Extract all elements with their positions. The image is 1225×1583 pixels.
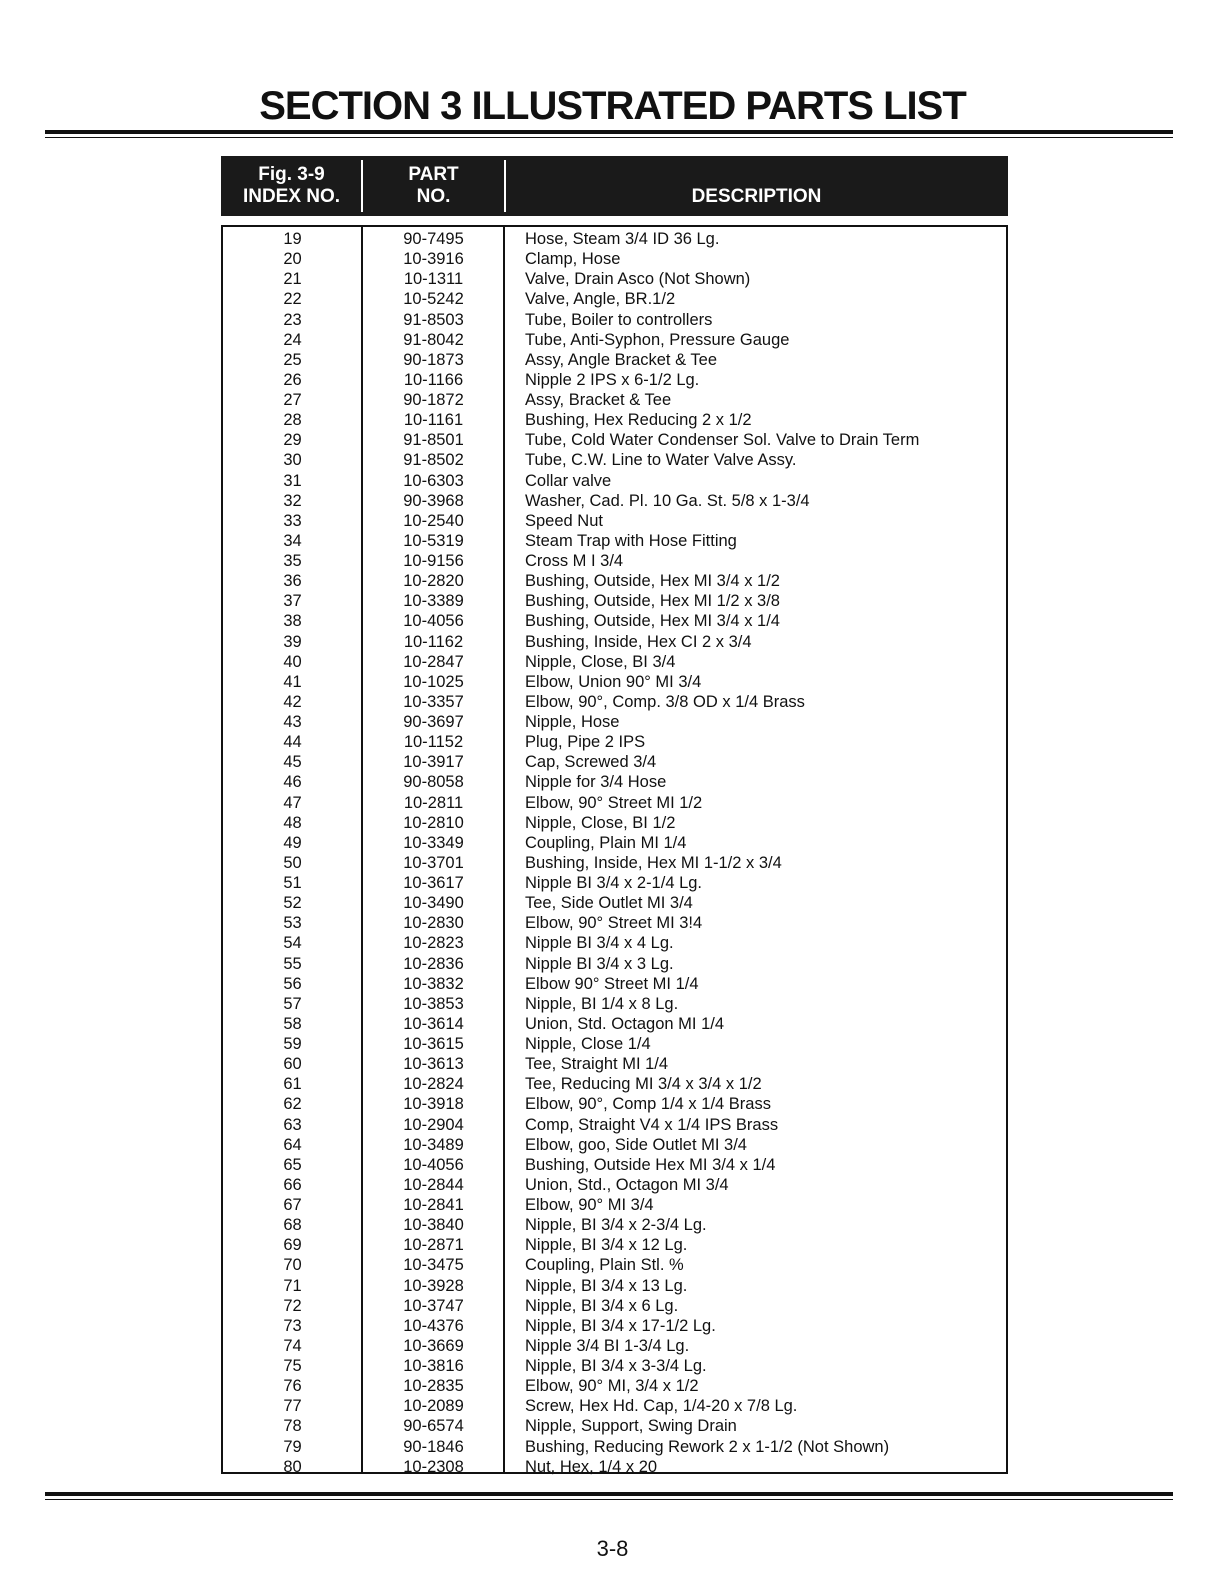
description-cell: Assy, Bracket & Tee — [525, 391, 672, 409]
table-row — [223, 611, 1006, 631]
parts-table — [221, 225, 1008, 1474]
description-cell: Washer, Cad. Pl. 10 Ga. St. 5/8 x 1-3/4 — [525, 491, 810, 510]
table-row — [223, 1195, 1006, 1215]
description-cell: Elbow, 90° MI 3/4 — [525, 1196, 654, 1214]
index-no-cell: 40 — [283, 652, 302, 671]
table-row — [223, 1255, 1006, 1275]
description-cell: Plug, Pipe 2 IPS — [525, 733, 646, 752]
part-no-cell: 10-3475 — [403, 1256, 464, 1275]
description-cell: Nipple, BI 3/4 x 17-1/2 Lg. — [525, 1316, 716, 1335]
table-header — [221, 156, 1008, 216]
part-no-cell: 91-8042 — [403, 330, 464, 349]
part-no-cell: 10-2308 — [403, 1457, 464, 1476]
part-no-cell: 90-1846 — [403, 1437, 464, 1456]
index-no-cell: 69 — [283, 1236, 302, 1255]
index-no-cell: 59 — [283, 1035, 302, 1053]
part-no-cell: 90-3968 — [403, 491, 464, 510]
index-no-cell: 79 — [283, 1437, 302, 1456]
table-row — [223, 1014, 1006, 1034]
description-cell: Screw, Hex Hd. Cap, 1/4-20 x 7/8 Lg. — [525, 1397, 798, 1416]
index-no-cell: 27 — [283, 391, 302, 409]
part-no-cell: 90-1873 — [403, 350, 464, 369]
part-no-cell: 10-5319 — [403, 531, 464, 550]
part-no-cell: 10-3489 — [403, 1135, 464, 1154]
description-cell: Nut, Hex, 1/4 x 20 — [525, 1457, 658, 1476]
title-rule-thin — [45, 137, 1173, 138]
table-row — [223, 249, 1006, 269]
table-row — [223, 450, 1006, 470]
table-row — [223, 591, 1006, 611]
part-no-cell: 10-2540 — [403, 511, 464, 530]
table-row — [223, 954, 1006, 974]
part-no-cell: 10-4056 — [403, 1155, 464, 1174]
table-row — [223, 752, 1006, 772]
table-row — [223, 511, 1006, 531]
index-no-cell: 78 — [283, 1417, 302, 1436]
table-row — [223, 732, 1006, 752]
description-cell: Tee, Side Outlet MI 3/4 — [525, 894, 693, 913]
header-index-line1: Fig. 3-9 — [258, 164, 325, 185]
part-no-cell: 10-3928 — [403, 1276, 464, 1295]
table-row — [223, 994, 1006, 1014]
index-no-cell: 41 — [283, 672, 302, 691]
description-cell: Tube, C.W. Line to Water Valve Assy. — [525, 451, 797, 470]
description-cell: Coupling, Plain MI 1/4 — [525, 833, 687, 852]
index-no-cell: 38 — [283, 612, 302, 631]
index-no-cell: 30 — [283, 451, 302, 470]
table-row — [223, 873, 1006, 893]
description-cell: Elbow, goo, Side Outlet MI 3/4 — [525, 1135, 747, 1154]
description-cell: Nipple, BI 3/4 x 2-3/4 Lg. — [525, 1216, 707, 1235]
table-row — [223, 652, 1006, 672]
part-no-cell: 10-3916 — [403, 250, 464, 269]
part-no-cell: 10-2844 — [403, 1175, 464, 1194]
description-cell: Bushing, Inside, Hex CI 2 x 3/4 — [525, 632, 752, 651]
description-cell: Tee, Straight MI 1/4 — [525, 1055, 669, 1074]
index-no-cell: 56 — [283, 974, 302, 993]
table-row — [223, 330, 1006, 350]
index-no-cell: 63 — [283, 1115, 302, 1134]
part-no-cell: 10-2835 — [403, 1377, 464, 1396]
part-no-cell: 10-3613 — [403, 1055, 464, 1074]
table-row — [223, 672, 1006, 692]
index-no-cell: 53 — [283, 914, 302, 933]
part-no-cell: 10-3615 — [403, 1035, 464, 1053]
footer-rule-thin — [45, 1499, 1173, 1500]
table-row — [223, 772, 1006, 792]
title-rule-thick — [45, 130, 1173, 134]
table-row — [223, 551, 1006, 571]
index-no-cell: 65 — [283, 1155, 302, 1174]
part-no-cell: 91-8502 — [403, 451, 464, 470]
description-cell: Elbow, 90° MI, 3/4 x 1/2 — [525, 1377, 699, 1396]
table-row — [223, 1054, 1006, 1074]
description-cell: Nipple, Close, BI 3/4 — [525, 652, 676, 671]
description-cell: Steam Trap with Hose Fitting — [525, 531, 737, 550]
description-cell: Comp, Straight V4 x 1/4 IPS Brass — [525, 1115, 779, 1134]
table-row — [223, 1115, 1006, 1135]
table-row — [223, 1135, 1006, 1155]
table-row — [223, 1457, 1006, 1477]
index-no-cell: 73 — [283, 1316, 302, 1335]
description-cell: Valve, Angle, BR.1/2 — [525, 290, 676, 309]
description-cell: Valve, Drain Asco (Not Shown) — [525, 270, 751, 289]
part-no-cell: 10-3349 — [403, 833, 464, 852]
index-no-cell: 47 — [283, 793, 302, 812]
index-no-cell: 70 — [283, 1256, 302, 1275]
index-no-cell: 66 — [283, 1175, 302, 1194]
table-row — [223, 1235, 1006, 1255]
description-cell: Collar valve — [525, 471, 612, 490]
description-cell: Bushing, Outside, Hex MI 3/4 x 1/2 — [525, 572, 780, 591]
index-no-cell: 48 — [283, 813, 302, 832]
table-row — [223, 1336, 1006, 1356]
index-no-cell: 51 — [283, 874, 302, 892]
index-no-cell: 60 — [283, 1055, 302, 1074]
index-no-cell: 77 — [283, 1397, 302, 1416]
description-cell: Nipple, Close, BI 1/2 — [525, 813, 676, 832]
index-no-cell: 34 — [283, 531, 302, 550]
part-no-cell: 10-3832 — [403, 974, 464, 993]
table-row — [223, 1276, 1006, 1296]
description-cell: Nipple, Close 1/4 — [525, 1035, 651, 1053]
index-no-cell: 74 — [283, 1336, 302, 1355]
table-row — [223, 531, 1006, 551]
description-cell: Nipple BI 3/4 x 3 Lg. — [525, 954, 674, 973]
part-no-cell: 10-3840 — [403, 1216, 464, 1235]
description-cell: Clamp, Hose — [525, 250, 621, 269]
part-no-cell: 10-2847 — [403, 652, 464, 671]
table-row — [223, 1416, 1006, 1436]
description-cell: Elbow, 90°, Comp. 3/8 OD x 1/4 Brass — [525, 692, 805, 711]
header-index — [221, 156, 362, 216]
table-row — [223, 692, 1006, 712]
description-cell: Coupling, Plain Stl. % — [525, 1256, 684, 1275]
description-cell: Nipple 2 IPS x 6-1/2 Lg. — [525, 370, 700, 389]
table-row — [223, 833, 1006, 853]
description-cell: Cross M I 3/4 — [525, 552, 624, 570]
index-no-cell: 37 — [283, 592, 302, 611]
part-no-cell: 10-1025 — [403, 672, 464, 691]
index-no-cell: 28 — [283, 411, 302, 430]
index-no-cell: 24 — [283, 330, 302, 349]
table-row — [223, 289, 1006, 309]
table-row — [223, 1376, 1006, 1396]
table-row — [223, 1155, 1006, 1175]
header-part — [362, 156, 505, 216]
description-cell: Assy, Angle Bracket & Tee — [525, 350, 717, 369]
index-no-cell: 57 — [283, 994, 302, 1013]
part-no-cell: 10-2089 — [403, 1397, 464, 1416]
description-cell: Bushing, Outside Hex MI 3/4 x 1/4 — [525, 1155, 776, 1174]
part-no-cell: 10-4376 — [403, 1316, 464, 1335]
table-row — [223, 1396, 1006, 1416]
index-no-cell: 67 — [283, 1196, 302, 1214]
description-cell: Nipple, BI 3/4 x 12 Lg. — [525, 1236, 688, 1255]
part-no-cell: 10-3617 — [403, 874, 464, 892]
table-row — [223, 370, 1006, 390]
table-row — [223, 1094, 1006, 1114]
part-no-cell: 10-2824 — [403, 1075, 464, 1094]
table-row — [223, 229, 1006, 249]
part-no-cell: 10-3357 — [403, 692, 464, 711]
part-no-cell: 10-2841 — [403, 1196, 464, 1214]
part-no-cell: 10-1161 — [403, 411, 464, 430]
part-no-cell: 90-6574 — [403, 1417, 464, 1436]
part-no-cell: 10-3490 — [403, 894, 464, 913]
index-no-cell: 55 — [283, 954, 302, 973]
index-no-cell: 25 — [283, 350, 302, 369]
description-cell: Nipple BI 3/4 x 2-1/4 Lg. — [525, 874, 703, 892]
description-cell: Tee, Reducing MI 3/4 x 3/4 x 1/2 — [525, 1075, 762, 1094]
table-row — [223, 813, 1006, 833]
part-no-cell: 10-4056 — [403, 612, 464, 631]
index-no-cell: 36 — [283, 572, 302, 591]
part-no-cell: 10-5242 — [403, 290, 464, 309]
description-cell: Bushing, Outside, Hex MI 3/4 x 1/4 — [525, 612, 780, 631]
description-cell: Tube, Boiler to controllers — [525, 310, 713, 329]
index-no-cell: 71 — [283, 1276, 302, 1295]
table-row — [223, 310, 1006, 330]
table-row — [223, 712, 1006, 732]
header-part-line1: PART — [408, 164, 459, 185]
index-no-cell: 39 — [283, 632, 302, 651]
part-no-cell: 10-2871 — [403, 1236, 464, 1255]
part-no-cell: 10-2820 — [403, 572, 464, 591]
part-no-cell: 10-9156 — [403, 552, 464, 570]
part-no-cell: 10-6303 — [403, 471, 464, 490]
index-no-cell: 35 — [283, 552, 302, 570]
part-no-cell: 10-2810 — [403, 813, 464, 832]
description-cell: Nipple, Support, Swing Drain — [525, 1417, 737, 1436]
description-cell: Nipple BI 3/4 x 4 Lg. — [525, 934, 674, 953]
description-cell: Bushing, Reducing Rework 2 x 1-1/2 (Not Shown) — [525, 1437, 890, 1456]
index-no-cell: 19 — [283, 230, 302, 248]
table-row — [223, 853, 1006, 873]
table-row — [223, 1034, 1006, 1054]
description-cell: Nipple 3/4 BI 1-3/4 Lg. — [525, 1336, 690, 1355]
footer-rule-thick — [45, 1492, 1173, 1496]
index-no-cell: 45 — [283, 753, 302, 772]
part-no-cell: 10-2823 — [403, 934, 464, 953]
index-no-cell: 20 — [283, 250, 302, 269]
table-row — [223, 1215, 1006, 1235]
index-no-cell: 68 — [283, 1216, 302, 1235]
parts-table-rows — [223, 229, 1006, 1477]
description-cell: Bushing, Inside, Hex MI 1-1/2 x 3/4 — [525, 853, 782, 872]
table-row — [223, 1316, 1006, 1336]
index-no-cell: 49 — [283, 833, 302, 852]
index-no-cell: 76 — [283, 1377, 302, 1396]
index-no-cell: 64 — [283, 1135, 302, 1154]
table-row — [223, 632, 1006, 652]
description-cell: Nipple, BI 3/4 x 6 Lg. — [525, 1296, 679, 1315]
index-no-cell: 75 — [283, 1357, 302, 1375]
table-row — [223, 390, 1006, 410]
part-no-cell: 90-1872 — [403, 391, 464, 409]
part-no-cell: 10-1152 — [403, 733, 464, 752]
description-cell: Nipple, BI 3/4 x 13 Lg. — [525, 1276, 688, 1295]
index-no-cell: 44 — [283, 733, 302, 752]
description-cell: Elbow 90° Street MI 1/4 — [525, 974, 699, 993]
part-no-cell: 90-3697 — [403, 713, 464, 731]
table-row — [223, 350, 1006, 370]
page-title: SECTION 3 ILLUSTRATED PARTS LIST — [259, 84, 966, 128]
part-no-cell: 91-8501 — [403, 431, 464, 450]
part-no-cell: 90-8058 — [403, 773, 464, 792]
description-cell: Union, Std., Octagon MI 3/4 — [525, 1175, 729, 1194]
table-row — [223, 491, 1006, 511]
part-no-cell: 10-2811 — [403, 793, 464, 812]
part-no-cell: 10-3614 — [403, 1014, 464, 1033]
part-no-cell: 10-3917 — [403, 753, 464, 772]
part-no-cell: 10-2830 — [403, 914, 464, 933]
table-row — [223, 1175, 1006, 1195]
index-no-cell: 32 — [283, 491, 302, 510]
index-no-cell: 62 — [283, 1095, 302, 1114]
description-cell: Hose, Steam 3/4 ID 36 Lg. — [525, 230, 720, 248]
part-no-cell: 10-3853 — [403, 994, 464, 1013]
table-row — [223, 974, 1006, 994]
page-number: 3-8 — [596, 1536, 629, 1561]
index-no-cell: 46 — [283, 773, 302, 792]
index-no-cell: 50 — [283, 853, 302, 872]
table-row — [223, 933, 1006, 953]
part-no-cell: 10-3816 — [403, 1357, 464, 1375]
index-no-cell: 29 — [283, 431, 302, 450]
part-no-cell: 10-3701 — [403, 853, 464, 872]
index-no-cell: 31 — [283, 471, 302, 490]
part-no-cell: 90-7495 — [403, 230, 464, 248]
table-row — [223, 1356, 1006, 1376]
index-no-cell: 33 — [283, 511, 302, 530]
part-no-cell: 10-1311 — [403, 270, 464, 289]
table-row — [223, 1296, 1006, 1316]
table-row — [223, 571, 1006, 591]
part-no-cell: 10-3669 — [403, 1336, 464, 1355]
part-no-cell: 10-1166 — [403, 370, 464, 389]
description-cell: Nipple for 3/4 Hose — [525, 773, 667, 792]
index-no-cell: 58 — [283, 1014, 302, 1033]
description-cell: Nipple, BI 1/4 x 8 Lg. — [525, 994, 679, 1013]
table-row — [223, 269, 1006, 289]
description-cell: Union, Std. Octagon MI 1/4 — [525, 1014, 725, 1033]
description-cell: Tube, Cold Water Condenser Sol. Valve to Drain Term — [525, 431, 920, 450]
table-row — [223, 430, 1006, 450]
description-cell: Elbow, 90° Street MI 1/2 — [525, 793, 703, 812]
table-row — [223, 893, 1006, 913]
description-cell: Elbow, 90° Street MI 3!4 — [525, 914, 703, 933]
index-no-cell: 21 — [283, 270, 302, 289]
index-no-cell: 80 — [283, 1457, 302, 1476]
index-no-cell: 26 — [283, 370, 302, 389]
part-no-cell: 10-3918 — [403, 1095, 464, 1114]
index-no-cell: 43 — [283, 713, 302, 731]
part-no-cell: 10-1162 — [403, 632, 464, 651]
description-cell: Cap, Screwed 3/4 — [525, 753, 657, 772]
index-no-cell: 54 — [283, 934, 302, 953]
table-row — [223, 793, 1006, 813]
description-cell: Bushing, Hex Reducing 2 x 1/2 — [525, 411, 752, 430]
header-index-line2: INDEX NO. — [242, 186, 341, 207]
index-no-cell: 42 — [283, 692, 302, 711]
table-row — [223, 471, 1006, 491]
description-cell: Elbow, 90°, Comp 1/4 x 1/4 Brass — [525, 1095, 771, 1114]
index-no-cell: 22 — [283, 290, 302, 309]
description-cell: Bushing, Outside, Hex MI 1/2 x 3/8 — [525, 592, 780, 611]
description-cell: Speed Nut — [525, 511, 603, 530]
part-no-cell: 10-3747 — [403, 1296, 464, 1315]
table-row — [223, 913, 1006, 933]
index-no-cell: 52 — [283, 894, 302, 913]
index-no-cell: 23 — [283, 310, 302, 329]
index-no-cell: 61 — [283, 1075, 302, 1094]
description-cell: Elbow, Union 90° MI 3/4 — [525, 672, 702, 691]
index-no-cell: 72 — [283, 1296, 302, 1315]
table-row — [223, 410, 1006, 430]
description-cell: Nipple, Hose — [525, 713, 620, 731]
header-part-line2: NO. — [416, 186, 451, 207]
part-no-cell: 10-2904 — [403, 1115, 464, 1134]
description-cell: Nipple, BI 3/4 x 3-3/4 Lg. — [525, 1357, 707, 1375]
description-cell: Tube, Anti-Syphon, Pressure Gauge — [525, 330, 790, 349]
part-no-cell: 91-8503 — [403, 310, 464, 329]
header-description: DESCRIPTION — [691, 186, 822, 207]
table-row — [223, 1074, 1006, 1094]
part-no-cell: 10-3389 — [403, 592, 464, 611]
part-no-cell: 10-2836 — [403, 954, 464, 973]
table-row — [223, 1437, 1006, 1457]
